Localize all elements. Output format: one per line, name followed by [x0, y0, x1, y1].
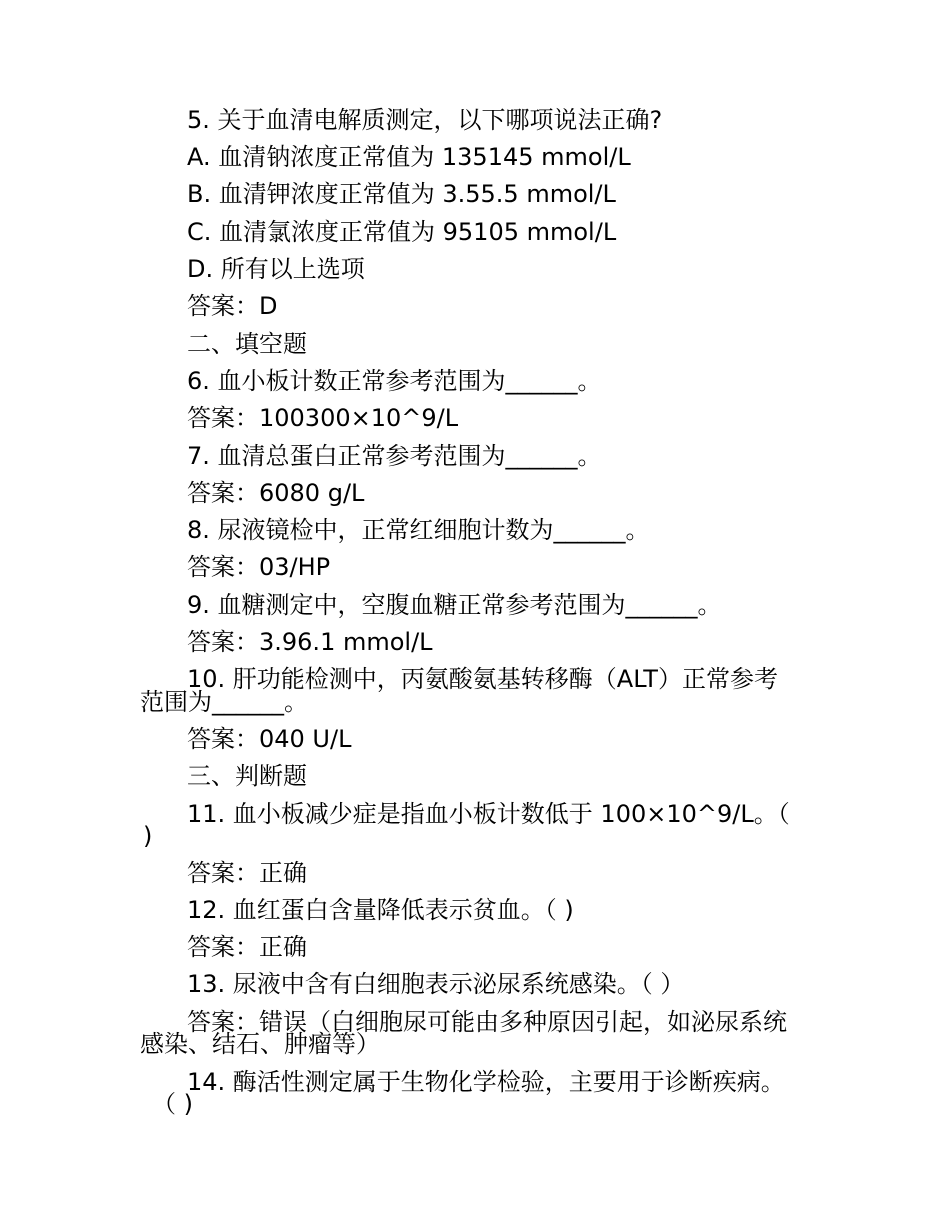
question-7-stem: 7. 血清总蛋白正常参考范围为______。 [187, 442, 602, 470]
question-13-answer-line1: 答案：错误（白细胞尿可能由多种原因引起，如泌尿系统 [187, 1008, 787, 1036]
question-8-stem: 8. 尿液镜检中，正常红细胞计数为______。 [187, 516, 650, 544]
question-5-option-c: C. 血清氯浓度正常值为 95105 mmol/L [187, 218, 617, 246]
question-12-stem: 12. 血红蛋白含量降低表示贫血。（ ) [187, 896, 574, 924]
question-14-stem-line1: 14. 酶活性测定属于生物化学检验，主要用于诊断疾病。 [187, 1068, 785, 1096]
question-13-answer-line2: 感染、结石、肿瘤等） [140, 1030, 380, 1058]
question-7-answer: 答案：6080 g/L [187, 479, 365, 507]
question-13-stem: 13. 尿液中含有白细胞表示泌尿系统感染。（ ） [187, 970, 685, 998]
question-10-stem-line1: 10. 肝功能检测中，丙氨酸氨基转移酶（ALT）正常参考 [187, 665, 778, 693]
section-heading-true-false: 三、判断题 [187, 762, 307, 790]
question-6-answer: 答案：100300×10^9/L [187, 404, 459, 432]
question-5-option-b: B. 血清钾浓度正常值为 3.55.5 mmol/L [187, 180, 616, 208]
question-9-stem: 9. 血糖测定中，空腹血糖正常参考范围为______。 [187, 591, 722, 619]
question-14-stem-line2: （ ) [152, 1090, 193, 1118]
question-11-stem-line1: 11. 血小板减少症是指血小板计数低于 100×10^9/L。（ [187, 800, 790, 828]
question-9-answer: 答案：3.96.1 mmol/L [187, 628, 433, 656]
question-12-answer: 答案：正确 [187, 933, 307, 961]
question-11-stem-line2: ) [143, 822, 153, 850]
question-10-stem-line2: 范围为______。 [140, 688, 308, 716]
question-10-answer: 答案：040 U/L [187, 725, 352, 753]
question-5-option-d: D. 所有以上选项 [187, 255, 365, 283]
question-5-stem: 5. 关于血清电解质测定，以下哪项说法正确? [187, 106, 663, 134]
question-11-answer: 答案：正确 [187, 859, 307, 887]
question-8-answer: 答案：03/HP [187, 553, 331, 581]
question-6-stem: 6. 血小板计数正常参考范围为______。 [187, 367, 602, 395]
question-5-option-a: A. 血清钠浓度正常值为 135145 mmol/L [187, 143, 631, 171]
question-5-answer: 答案：D [187, 292, 278, 320]
section-heading-fill-blank: 二、填空题 [187, 330, 307, 358]
